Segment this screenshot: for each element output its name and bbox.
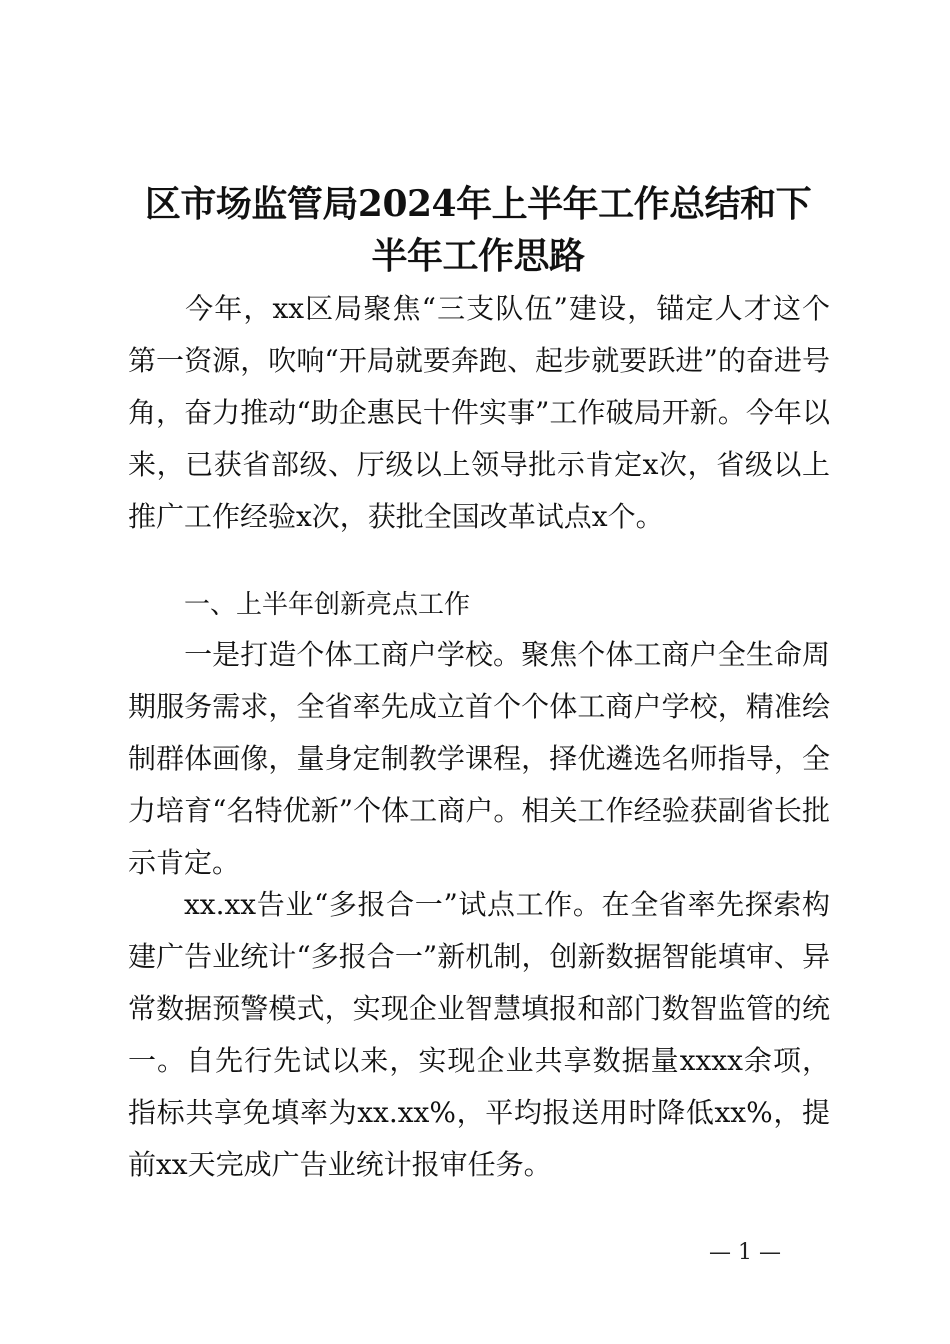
document-title: 区市场监管局2024年上半年工作总结和下半年工作思路	[144, 183, 812, 277]
section-heading: 一、上半年创新亮点工作	[184, 590, 471, 620]
section-paragraph-text: xx.xx告业“多报合一”试点工作。在全省率先探索构建广告业统计“多报合一”新机制，创新数据智能填审、异常数据预警模式，实现企业智慧填报和部门数智监管的统一。自先行先试以来，实现企业共享数据量xxxx余项，指标共享免填率为xx.xx%，平均报送用时降低xx%，提前xx天完成广告业统计报审任务。	[128, 888, 830, 1181]
section-paragraph	[128, 629, 830, 889]
intro-paragraph-text: 今年，xx区局聚焦“三支队伍”建设，锚定人才这个第一资源，吹响“开局就要奔跑、起步就要跃进”的奋进号角，奋力推动“助企惠民十件实事”工作破局开新。今年以来，已获省部级、厅级以上领导批示肯定x次，省级以上推广工作经验x次，获批全国改革试点x个。	[128, 292, 830, 533]
section-paragraph-text: 一是打造个体工商户学校。聚焦个体工商户全生命周期服务需求，全省率先成立首个个体工商户学校，精准绘制群体画像，量身定制教学课程，择优遴选名师指导，全力培育“名特优新”个体工商户。相关工作经验获副省长批示肯定。	[128, 638, 830, 879]
intro-paragraph	[128, 283, 830, 543]
section-paragraph	[128, 879, 830, 1191]
page-number: — 1 —	[709, 1240, 781, 1265]
